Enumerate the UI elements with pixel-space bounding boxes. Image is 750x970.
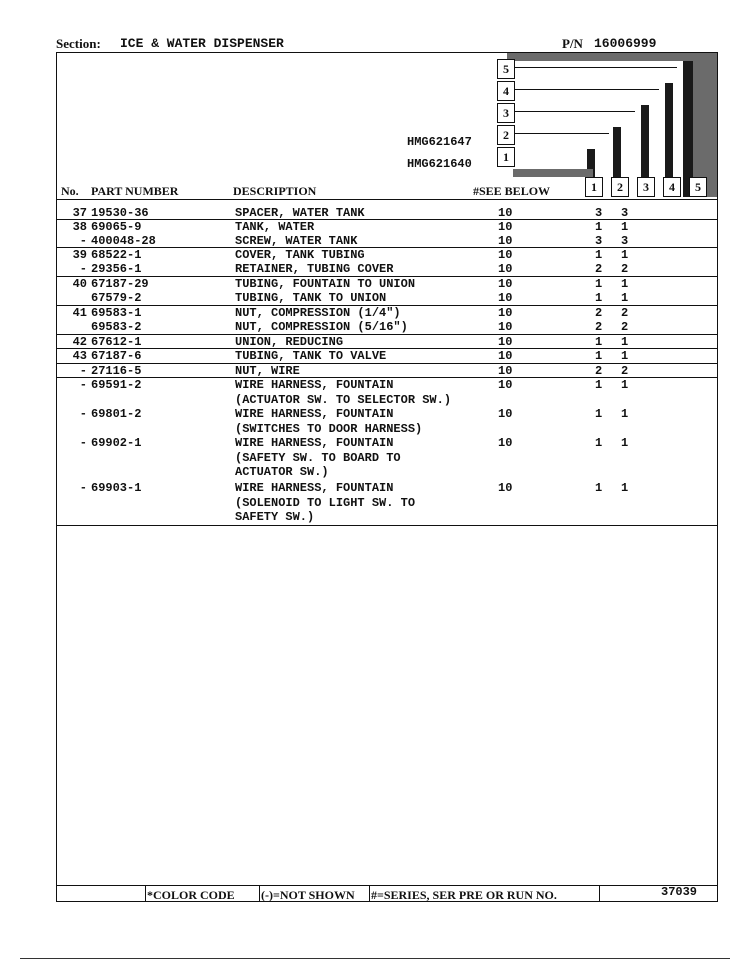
row-part-number: 67612-1 (91, 335, 142, 349)
row-part-number: 29356-1 (91, 262, 142, 276)
table-row (57, 206, 717, 220)
row-divider (57, 334, 717, 335)
row-no: 41 (72, 306, 87, 320)
row-qty-1: 2 (595, 306, 603, 320)
row-qty-2: 1 (621, 378, 629, 392)
row-description: (SWITCHES TO DOOR HARNESS) (235, 422, 423, 436)
bracket-line-3 (513, 111, 635, 112)
row-qty-2: 1 (621, 349, 629, 363)
row-description: SPACER, WATER TANK (235, 206, 365, 220)
row-part-number: 27116-5 (91, 364, 142, 378)
row-qty-1: 1 (595, 277, 603, 291)
bracket-col-1-arm (513, 169, 593, 177)
row-part-number: 69583-2 (91, 320, 142, 334)
footer-cell-divider (369, 885, 370, 901)
row-part-number: 67187-29 (91, 277, 149, 291)
row-see-below: 10 (498, 378, 513, 392)
footer-cell-divider (599, 885, 600, 901)
row-qty-2: 1 (621, 248, 629, 262)
row-description: SAFETY SW.) (235, 510, 315, 524)
row-see-below: 10 (498, 262, 513, 276)
row-qty-1: 1 (595, 481, 603, 495)
row-part-number: 69591-2 (91, 378, 142, 392)
bracket-line-4 (513, 89, 659, 90)
row-description: (ACTUATOR SW. TO SELECTOR SW.) (235, 393, 452, 407)
row-qty-2: 2 (621, 262, 629, 276)
row-divider (57, 348, 717, 349)
row-description: ACTUATOR SW.) (235, 465, 329, 479)
table-row (57, 510, 717, 524)
bracket-line-5 (513, 67, 677, 68)
row-description: RETAINER, TUBING COVER (235, 262, 394, 276)
row-part-number: 69801-2 (91, 407, 142, 421)
row-divider (57, 276, 717, 277)
row-description: COVER, TANK TUBING (235, 248, 365, 262)
row-description: TUBING, FOUNTAIN TO UNION (235, 277, 416, 291)
row-part-number: 68522-1 (91, 248, 142, 262)
model-number-2: HMG621640 (407, 157, 472, 171)
row-qty-1: 1 (595, 220, 603, 234)
header-divider (57, 199, 717, 200)
footer-cell-divider (259, 885, 260, 901)
table-row (57, 422, 717, 436)
table-row (57, 451, 717, 465)
row-no: - (79, 481, 87, 495)
row-part-number: 19530-36 (91, 206, 149, 220)
row-qty-1: 2 (595, 320, 603, 334)
row-see-below: 10 (498, 291, 513, 305)
row-no: - (79, 234, 87, 248)
row-see-below: 10 (498, 306, 513, 320)
row-qty-2: 1 (621, 291, 629, 305)
table-row (57, 262, 717, 276)
row-description: NUT, COMPRESSION (5/16") (235, 320, 408, 334)
table-row (57, 220, 717, 234)
row-no: 38 (72, 220, 87, 234)
table-row (57, 234, 717, 248)
row-qty-2: 1 (621, 277, 629, 291)
row-qty-2: 3 (621, 206, 629, 220)
row-no: - (79, 378, 87, 392)
row-no: 39 (72, 248, 87, 262)
row-no: 37 (72, 206, 87, 220)
table-row (57, 407, 717, 421)
col-header-model-2: 2 (611, 177, 629, 197)
row-see-below: 10 (498, 248, 513, 262)
row-qty-2: 3 (621, 234, 629, 248)
table-row (57, 393, 717, 407)
table-row (57, 349, 717, 363)
section-label: Section: (56, 36, 101, 51)
row-see-below: 10 (498, 349, 513, 363)
col-header-model-4: 4 (663, 177, 681, 197)
row-divider (57, 305, 717, 306)
footer-series-note: #=SERIES, SER PRE OR RUN NO. (371, 888, 557, 902)
footer-page-code: 37039 (661, 885, 698, 899)
row-see-below: 10 (498, 234, 513, 248)
row-qty-1: 1 (595, 378, 603, 392)
row-description: TANK, WATER (235, 220, 315, 234)
row-description: WIRE HARNESS, FOUNTAIN (235, 378, 394, 392)
row-see-below: 10 (498, 436, 513, 450)
row-no: - (79, 364, 87, 378)
row-qty-1: 2 (595, 262, 603, 276)
footer-not-shown: (-)=NOT SHOWN (261, 888, 355, 902)
row-see-below: 10 (498, 364, 513, 378)
bracket-top-bar (507, 53, 717, 61)
row-qty-1: 1 (595, 349, 603, 363)
table-row (57, 378, 717, 392)
row-qty-1: 3 (595, 206, 603, 220)
row-no: - (79, 407, 87, 421)
model-box-5: 5 (497, 59, 515, 79)
row-qty-2: 1 (621, 481, 629, 495)
bracket-line-2 (513, 133, 609, 134)
row-part-number: 400048-28 (91, 234, 156, 248)
row-see-below: 10 (498, 481, 513, 495)
row-qty-1: 2 (595, 364, 603, 378)
row-qty-2: 1 (621, 436, 629, 450)
row-qty-2: 1 (621, 335, 629, 349)
row-divider (57, 219, 717, 220)
table-row (57, 291, 717, 305)
row-description: WIRE HARNESS, FOUNTAIN (235, 407, 394, 421)
model-number-1: HMG621647 (407, 135, 472, 149)
page-bottom-rule (20, 958, 730, 959)
row-part-number: 69903-1 (91, 481, 142, 495)
row-qty-2: 2 (621, 364, 629, 378)
table-row (57, 248, 717, 262)
row-qty-1: 1 (595, 291, 603, 305)
row-no: - (79, 262, 87, 276)
row-part-number: 69902-1 (91, 436, 142, 450)
row-part-number: 69583-1 (91, 306, 142, 320)
table-end-divider (57, 525, 717, 526)
row-description: TUBING, TANK TO VALVE (235, 349, 387, 363)
row-no: 43 (72, 349, 87, 363)
row-description: WIRE HARNESS, FOUNTAIN (235, 481, 394, 495)
col-header-no: No. (61, 184, 79, 198)
row-see-below: 10 (498, 335, 513, 349)
row-qty-2: 1 (621, 220, 629, 234)
model-box-2: 2 (497, 125, 515, 145)
footer-divider (57, 885, 717, 886)
parts-list-frame (56, 52, 718, 902)
row-qty-1: 1 (595, 407, 603, 421)
row-qty-1: 1 (595, 436, 603, 450)
table-row (57, 496, 717, 510)
model-box-1: 1 (497, 147, 515, 167)
row-qty-2: 1 (621, 407, 629, 421)
row-qty-2: 2 (621, 320, 629, 334)
row-part-number: 69065-9 (91, 220, 142, 234)
row-description: SCREW, WATER TANK (235, 234, 358, 248)
row-no: 40 (72, 277, 87, 291)
row-no: 42 (72, 335, 87, 349)
col-header-part-number: PART NUMBER (91, 184, 179, 198)
row-description: WIRE HARNESS, FOUNTAIN (235, 436, 394, 450)
table-row (57, 335, 717, 349)
table-row (57, 277, 717, 291)
model-box-3: 3 (497, 103, 515, 123)
row-qty-2: 2 (621, 306, 629, 320)
table-row (57, 306, 717, 320)
model-box-4: 4 (497, 81, 515, 101)
row-part-number: 67187-6 (91, 349, 142, 363)
table-row (57, 436, 717, 450)
row-divider (57, 247, 717, 248)
part-number-title: 16006999 (594, 36, 657, 51)
section-title: ICE & WATER DISPENSER (120, 36, 284, 51)
row-part-number: 67579-2 (91, 291, 142, 305)
footer-cell-divider (145, 885, 146, 901)
row-see-below: 10 (498, 407, 513, 421)
col-header-see-below: #SEE BELOW (473, 184, 551, 198)
col-header-model-3: 3 (637, 177, 655, 197)
footer-color-code: *COLOR CODE (147, 888, 235, 902)
col-header-description: DESCRIPTION (233, 184, 317, 198)
row-qty-1: 3 (595, 234, 603, 248)
row-description: UNION, REDUCING (235, 335, 344, 349)
row-description: NUT, WIRE (235, 364, 300, 378)
row-see-below: 10 (498, 320, 513, 334)
row-description: (SAFETY SW. TO BOARD TO (235, 451, 401, 465)
row-qty-1: 1 (595, 248, 603, 262)
row-qty-1: 1 (595, 335, 603, 349)
row-no: - (79, 436, 87, 450)
pn-label: P/N (562, 36, 583, 51)
table-row (57, 481, 717, 495)
row-see-below: 10 (498, 277, 513, 291)
table-row (57, 364, 717, 378)
col-header-model-1: 1 (585, 177, 603, 197)
row-description: TUBING, TANK TO UNION (235, 291, 387, 305)
row-divider (57, 377, 717, 378)
table-row (57, 465, 717, 479)
table-row (57, 320, 717, 334)
col-header-model-5: 5 (689, 177, 707, 197)
row-divider (57, 363, 717, 364)
row-description: (SOLENOID TO LIGHT SW. TO (235, 496, 416, 510)
row-see-below: 10 (498, 220, 513, 234)
row-description: NUT, COMPRESSION (1/4") (235, 306, 401, 320)
row-see-below: 10 (498, 206, 513, 220)
